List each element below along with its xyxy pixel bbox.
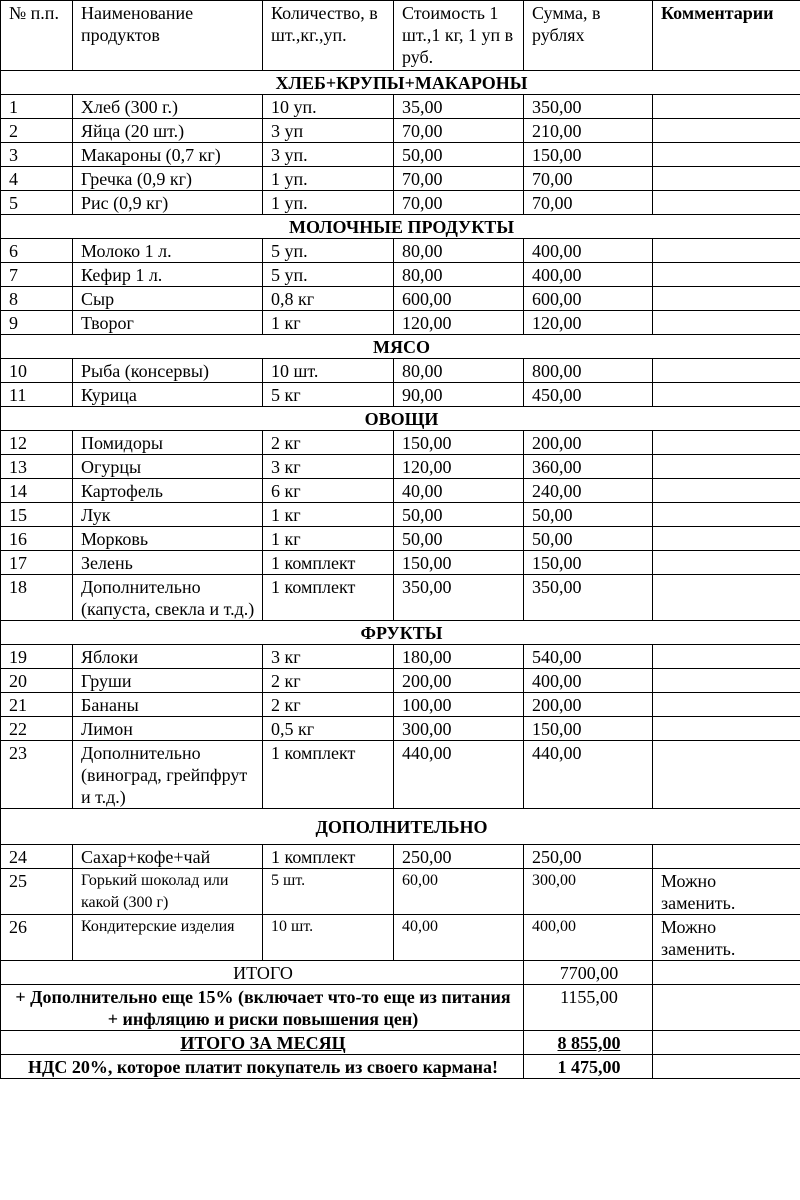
cell-comment bbox=[653, 287, 800, 311]
cell-sum: 400,00 bbox=[524, 263, 653, 287]
cell-name: Дополнительно (капуста, свекла и т.д.) bbox=[73, 575, 263, 621]
cell-sum: 300,00 bbox=[524, 869, 653, 915]
cell-price: 50,00 bbox=[394, 503, 524, 527]
table-row bbox=[1, 645, 800, 669]
cell-sum: 50,00 bbox=[524, 503, 653, 527]
cell-price: 40,00 bbox=[394, 479, 524, 503]
section-title: МОЛОЧНЫЕ ПРОДУКТЫ bbox=[1, 215, 800, 239]
cell-comment bbox=[653, 95, 800, 119]
table-row bbox=[1, 845, 800, 869]
totals-body bbox=[1, 961, 800, 1079]
cell-comment bbox=[653, 455, 800, 479]
cell-sum: 350,00 bbox=[524, 95, 653, 119]
cell-qty: 1 комплект bbox=[263, 575, 394, 621]
table-row bbox=[1, 551, 800, 575]
cell-num: 3 bbox=[1, 143, 73, 167]
cell-comment bbox=[653, 669, 800, 693]
cell-num: 15 bbox=[1, 503, 73, 527]
cell-qty: 1 уп. bbox=[263, 167, 394, 191]
cell-sum: 150,00 bbox=[524, 717, 653, 741]
cell-qty: 6 кг bbox=[263, 479, 394, 503]
header-comment: Комментарии bbox=[653, 1, 800, 71]
table-row bbox=[1, 503, 800, 527]
cell-qty: 1 кг bbox=[263, 311, 394, 335]
cell-num: 2 bbox=[1, 119, 73, 143]
cell-qty: 1 комплект bbox=[263, 551, 394, 575]
vat-label: НДС 20%, которое платит покупатель из своего кармана! bbox=[1, 1055, 524, 1079]
cell-num: 12 bbox=[1, 431, 73, 455]
total-label: ИТОГО bbox=[1, 961, 524, 985]
cell-qty: 3 уп bbox=[263, 119, 394, 143]
table-row bbox=[1, 359, 800, 383]
extra-comment bbox=[653, 985, 800, 1031]
cell-qty: 2 кг bbox=[263, 669, 394, 693]
section-row bbox=[1, 621, 800, 645]
cell-name: Гречка (0,9 кг) bbox=[73, 167, 263, 191]
cell-num: 17 bbox=[1, 551, 73, 575]
table-row bbox=[1, 669, 800, 693]
table-row bbox=[1, 95, 800, 119]
cell-sum: 540,00 bbox=[524, 645, 653, 669]
cell-name: Макароны (0,7 кг) bbox=[73, 143, 263, 167]
cell-comment bbox=[653, 575, 800, 621]
cell-num: 16 bbox=[1, 527, 73, 551]
cell-name: Зелень bbox=[73, 551, 263, 575]
extra-value: 1155,00 bbox=[524, 985, 653, 1031]
cell-price: 80,00 bbox=[394, 359, 524, 383]
cell-price: 600,00 bbox=[394, 287, 524, 311]
cell-sum: 400,00 bbox=[524, 915, 653, 961]
cell-sum: 70,00 bbox=[524, 167, 653, 191]
cell-num: 13 bbox=[1, 455, 73, 479]
cell-name: Хлеб (300 г.) bbox=[73, 95, 263, 119]
cell-name: Помидоры bbox=[73, 431, 263, 455]
cell-sum: 440,00 bbox=[524, 741, 653, 809]
section-title: МЯСО bbox=[1, 335, 800, 359]
cell-sum: 120,00 bbox=[524, 311, 653, 335]
table-row bbox=[1, 455, 800, 479]
cell-price: 60,00 bbox=[394, 869, 524, 915]
cell-sum: 400,00 bbox=[524, 669, 653, 693]
cell-num: 5 bbox=[1, 191, 73, 215]
cell-name: Яблоки bbox=[73, 645, 263, 669]
section-title: ОВОЩИ bbox=[1, 407, 800, 431]
cell-name: Курица bbox=[73, 383, 263, 407]
cell-name: Дополнительно (виноград, грейпфрут и т.д.) bbox=[73, 741, 263, 809]
cell-num: 18 bbox=[1, 575, 73, 621]
month-row bbox=[1, 1031, 800, 1055]
cell-comment bbox=[653, 479, 800, 503]
cell-price: 150,00 bbox=[394, 551, 524, 575]
cell-comment bbox=[653, 311, 800, 335]
cell-sum: 350,00 bbox=[524, 575, 653, 621]
cell-qty: 3 кг bbox=[263, 645, 394, 669]
cell-num: 26 bbox=[1, 915, 73, 961]
cell-qty: 0,5 кг bbox=[263, 717, 394, 741]
cell-comment bbox=[653, 693, 800, 717]
cell-comment: Можно заменить. bbox=[653, 915, 800, 961]
cell-price: 350,00 bbox=[394, 575, 524, 621]
table-row bbox=[1, 383, 800, 407]
cell-name: Сахар+кофе+чай bbox=[73, 845, 263, 869]
total-comment bbox=[653, 961, 800, 985]
month-comment bbox=[653, 1031, 800, 1055]
section-row bbox=[1, 809, 800, 845]
cell-num: 24 bbox=[1, 845, 73, 869]
cell-num: 14 bbox=[1, 479, 73, 503]
header-row bbox=[1, 1, 800, 71]
cell-num: 20 bbox=[1, 669, 73, 693]
cell-price: 200,00 bbox=[394, 669, 524, 693]
cell-comment bbox=[653, 527, 800, 551]
vat-row bbox=[1, 1055, 800, 1079]
table-row bbox=[1, 741, 800, 809]
cell-qty: 3 кг bbox=[263, 455, 394, 479]
cell-comment bbox=[653, 845, 800, 869]
total-row bbox=[1, 961, 800, 985]
cell-price: 70,00 bbox=[394, 119, 524, 143]
cell-qty: 1 комплект bbox=[263, 741, 394, 809]
cell-price: 80,00 bbox=[394, 263, 524, 287]
cell-sum: 50,00 bbox=[524, 527, 653, 551]
cell-name: Рыба (консервы) bbox=[73, 359, 263, 383]
table-row bbox=[1, 119, 800, 143]
cell-sum: 240,00 bbox=[524, 479, 653, 503]
cell-comment bbox=[653, 263, 800, 287]
cell-price: 120,00 bbox=[394, 455, 524, 479]
table-row bbox=[1, 915, 800, 961]
cell-name: Рис (0,9 кг) bbox=[73, 191, 263, 215]
cell-price: 35,00 bbox=[394, 95, 524, 119]
cell-price: 50,00 bbox=[394, 143, 524, 167]
cell-name: Морковь bbox=[73, 527, 263, 551]
cell-comment bbox=[653, 191, 800, 215]
cell-qty: 2 кг bbox=[263, 693, 394, 717]
cell-price: 300,00 bbox=[394, 717, 524, 741]
cell-sum: 150,00 bbox=[524, 551, 653, 575]
cell-price: 120,00 bbox=[394, 311, 524, 335]
table-row bbox=[1, 693, 800, 717]
cell-qty: 1 комплект bbox=[263, 845, 394, 869]
cell-price: 70,00 bbox=[394, 167, 524, 191]
total-value: 7700,00 bbox=[524, 961, 653, 985]
cell-comment bbox=[653, 551, 800, 575]
cell-num: 22 bbox=[1, 717, 73, 741]
cell-num: 10 bbox=[1, 359, 73, 383]
cell-name: Лимон bbox=[73, 717, 263, 741]
table-row bbox=[1, 431, 800, 455]
cell-sum: 200,00 bbox=[524, 693, 653, 717]
cell-comment bbox=[653, 359, 800, 383]
table-row bbox=[1, 143, 800, 167]
table-row bbox=[1, 869, 800, 915]
vat-comment bbox=[653, 1055, 800, 1079]
table-row bbox=[1, 167, 800, 191]
cell-num: 7 bbox=[1, 263, 73, 287]
cell-qty: 10 уп. bbox=[263, 95, 394, 119]
cell-qty: 5 уп. bbox=[263, 239, 394, 263]
table-row bbox=[1, 527, 800, 551]
cell-name: Кондитерские изделия bbox=[73, 915, 263, 961]
cell-num: 25 bbox=[1, 869, 73, 915]
cell-comment bbox=[653, 119, 800, 143]
cell-sum: 800,00 bbox=[524, 359, 653, 383]
cell-num: 8 bbox=[1, 287, 73, 311]
cell-qty: 10 шт. bbox=[263, 915, 394, 961]
cell-comment bbox=[653, 143, 800, 167]
cell-qty: 10 шт. bbox=[263, 359, 394, 383]
cell-qty: 3 уп. bbox=[263, 143, 394, 167]
cell-comment: Можно заменить. bbox=[653, 869, 800, 915]
cell-comment bbox=[653, 239, 800, 263]
cell-price: 90,00 bbox=[394, 383, 524, 407]
section-title: ДОПОЛНИТЕЛЬНО bbox=[1, 809, 800, 845]
cell-comment bbox=[653, 383, 800, 407]
extra-row bbox=[1, 985, 800, 1031]
cell-comment bbox=[653, 431, 800, 455]
table-row bbox=[1, 191, 800, 215]
header-qty: Количество, в шт.,кг.,уп. bbox=[263, 1, 394, 71]
vat-value: 1 475,00 bbox=[524, 1055, 653, 1079]
cell-qty: 1 уп. bbox=[263, 191, 394, 215]
cell-sum: 150,00 bbox=[524, 143, 653, 167]
header-num: № п.п. bbox=[1, 1, 73, 71]
cell-comment bbox=[653, 503, 800, 527]
cell-sum: 70,00 bbox=[524, 191, 653, 215]
cell-sum: 360,00 bbox=[524, 455, 653, 479]
header-name: Наименование продуктов bbox=[73, 1, 263, 71]
cell-name: Груши bbox=[73, 669, 263, 693]
cell-comment bbox=[653, 717, 800, 741]
cell-qty: 5 кг bbox=[263, 383, 394, 407]
section-title: ХЛЕБ+КРУПЫ+МАКАРОНЫ bbox=[1, 71, 800, 95]
cell-price: 80,00 bbox=[394, 239, 524, 263]
cell-name: Сыр bbox=[73, 287, 263, 311]
cell-price: 40,00 bbox=[394, 915, 524, 961]
section-row bbox=[1, 71, 800, 95]
table-row bbox=[1, 575, 800, 621]
table-row bbox=[1, 239, 800, 263]
cell-comment bbox=[653, 741, 800, 809]
cell-comment bbox=[653, 645, 800, 669]
cell-qty: 2 кг bbox=[263, 431, 394, 455]
header-sum: Сумма, в рублях bbox=[524, 1, 653, 71]
cell-price: 100,00 bbox=[394, 693, 524, 717]
cell-sum: 600,00 bbox=[524, 287, 653, 311]
cell-num: 4 bbox=[1, 167, 73, 191]
cell-price: 180,00 bbox=[394, 645, 524, 669]
section-row bbox=[1, 215, 800, 239]
cell-num: 6 bbox=[1, 239, 73, 263]
cell-name: Кефир 1 л. bbox=[73, 263, 263, 287]
cell-num: 1 bbox=[1, 95, 73, 119]
cell-name: Молоко 1 л. bbox=[73, 239, 263, 263]
cell-qty: 5 шт. bbox=[263, 869, 394, 915]
month-value: 8 855,00 bbox=[557, 1033, 621, 1053]
cell-num: 23 bbox=[1, 741, 73, 809]
section-title: ФРУКТЫ bbox=[1, 621, 800, 645]
cell-name: Лук bbox=[73, 503, 263, 527]
cell-name: Яйца (20 шт.) bbox=[73, 119, 263, 143]
cell-comment bbox=[653, 167, 800, 191]
header-price: Стоимость 1 шт.,1 кг, 1 уп в руб. bbox=[394, 1, 524, 71]
cell-sum: 200,00 bbox=[524, 431, 653, 455]
cell-price: 70,00 bbox=[394, 191, 524, 215]
cell-price: 440,00 bbox=[394, 741, 524, 809]
cell-num: 9 bbox=[1, 311, 73, 335]
table-row bbox=[1, 287, 800, 311]
cell-num: 21 bbox=[1, 693, 73, 717]
cell-qty: 5 уп. bbox=[263, 263, 394, 287]
cell-price: 250,00 bbox=[394, 845, 524, 869]
cell-sum: 400,00 bbox=[524, 239, 653, 263]
extra-label: + Дополнительно еще 15% (включает что-то еще из питания + инфляцию и риски повышения цен) bbox=[1, 985, 524, 1031]
cell-num: 11 bbox=[1, 383, 73, 407]
table-row bbox=[1, 717, 800, 741]
cell-name: Огурцы bbox=[73, 455, 263, 479]
table-row bbox=[1, 311, 800, 335]
cell-name: Горький шоколад или какой (300 г) bbox=[73, 869, 263, 915]
table-body bbox=[1, 71, 800, 961]
cell-qty: 1 кг bbox=[263, 503, 394, 527]
cell-num: 19 bbox=[1, 645, 73, 669]
section-row bbox=[1, 335, 800, 359]
cell-price: 50,00 bbox=[394, 527, 524, 551]
month-label: ИТОГО ЗА МЕСЯЦ bbox=[180, 1033, 346, 1053]
cell-name: Бананы bbox=[73, 693, 263, 717]
cell-qty: 0,8 кг bbox=[263, 287, 394, 311]
cell-sum: 450,00 bbox=[524, 383, 653, 407]
table-row bbox=[1, 263, 800, 287]
cell-sum: 250,00 bbox=[524, 845, 653, 869]
cell-sum: 210,00 bbox=[524, 119, 653, 143]
section-row bbox=[1, 407, 800, 431]
cell-price: 150,00 bbox=[394, 431, 524, 455]
table-row bbox=[1, 479, 800, 503]
cell-name: Картофель bbox=[73, 479, 263, 503]
cell-name: Творог bbox=[73, 311, 263, 335]
cell-qty: 1 кг bbox=[263, 527, 394, 551]
